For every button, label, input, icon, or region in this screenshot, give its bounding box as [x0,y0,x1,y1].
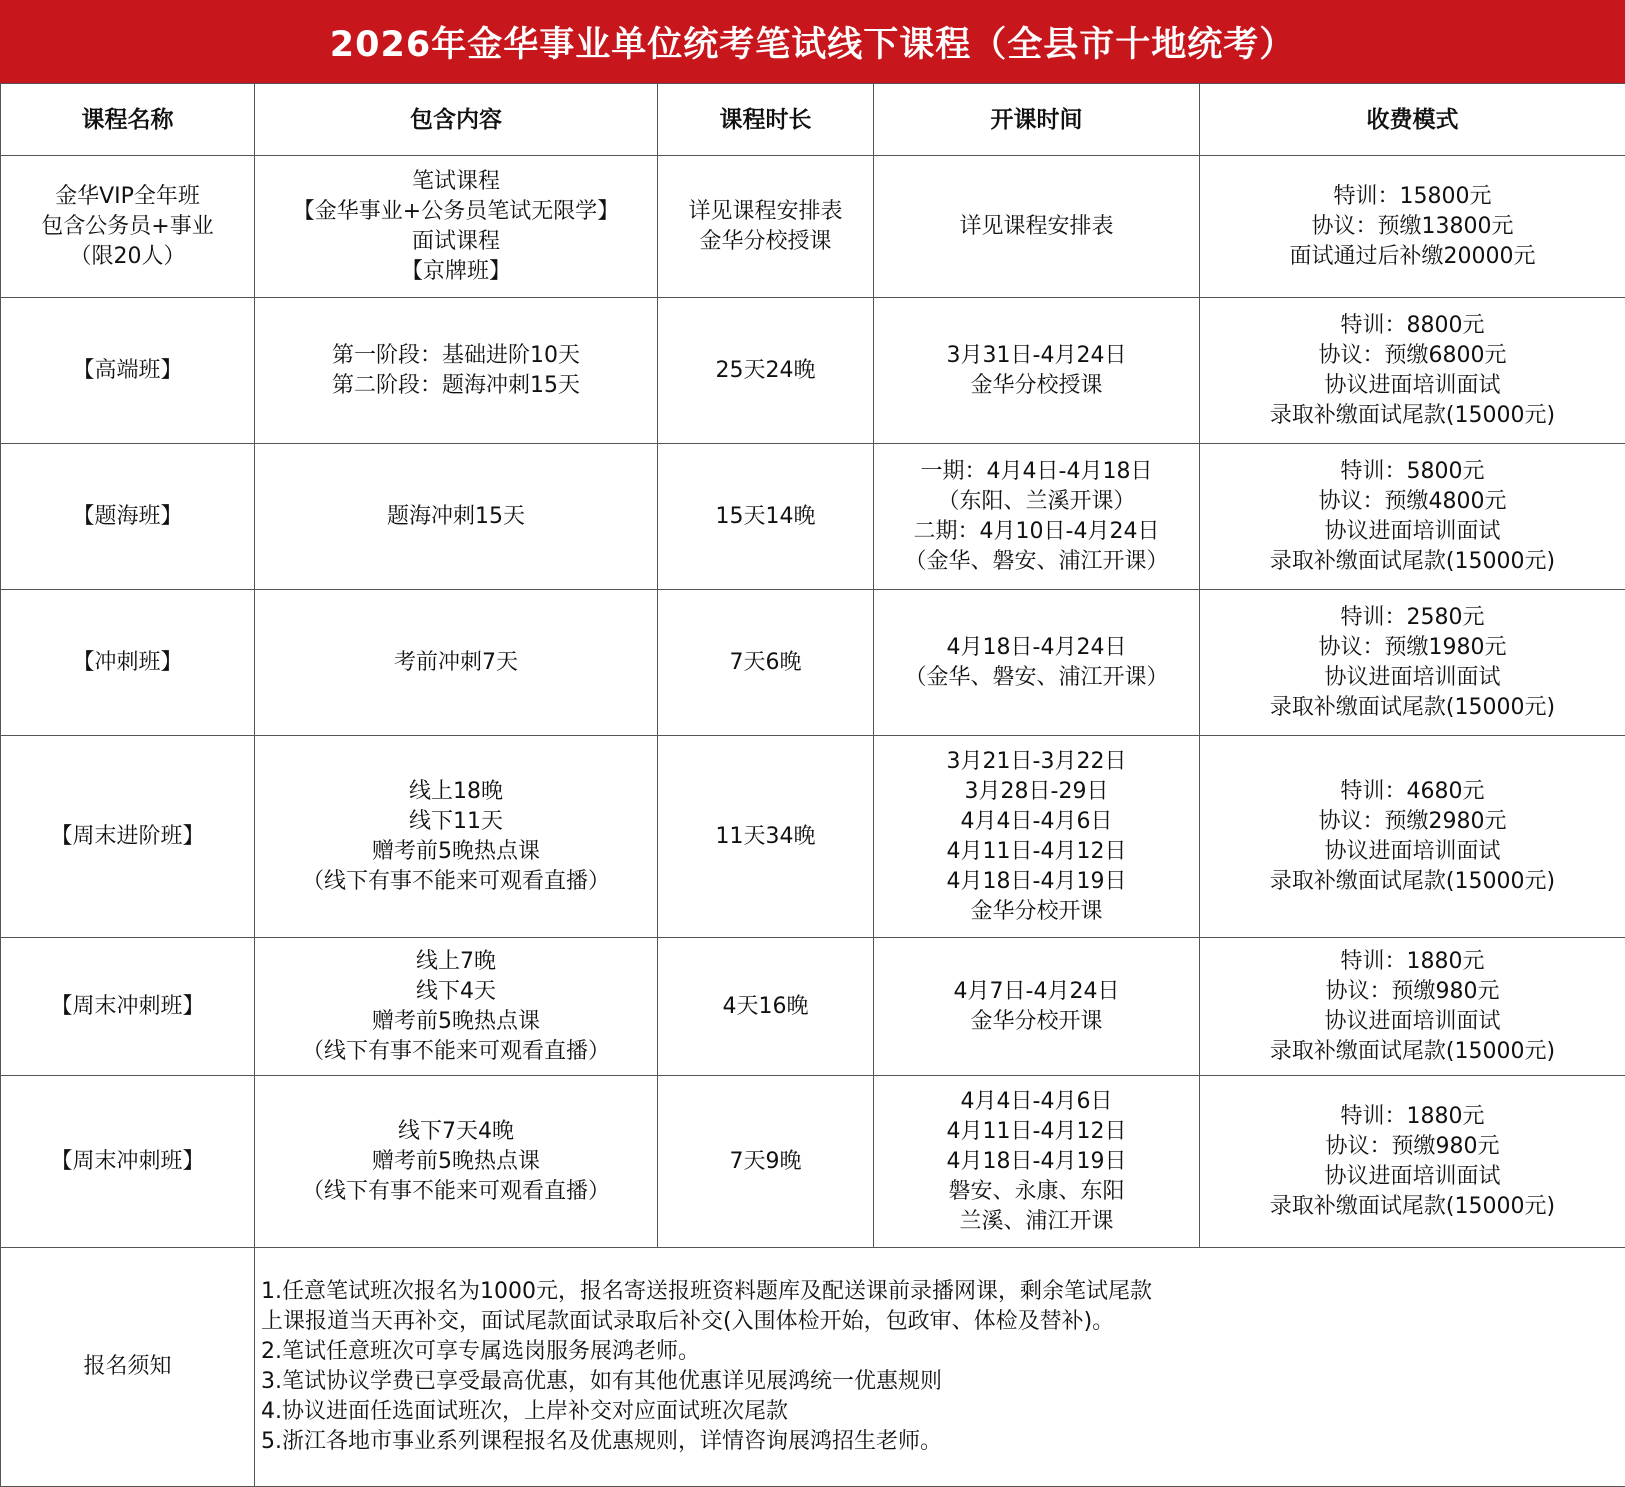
course-name-line: 包含公务员+事业 [5,212,250,242]
fee-cell [1200,736,1625,938]
duration-line: 7天9晚 [662,1147,869,1177]
fee-line: 特训：2580元 [1204,603,1621,633]
fee-line: 特训：5800元 [1204,457,1621,487]
fee-line: 协议进面培训面试 [1204,371,1621,401]
fee-line: 录取补缴面试尾款(15000元) [1204,693,1621,723]
course-name-line: 【周末冲刺班】 [5,992,250,1022]
schedule-line: 4月11日-4月12日 [878,837,1195,867]
schedule-line: 4月4日-4月6日 [878,807,1195,837]
content-line: （线下有事不能来可观看直播） [259,867,653,897]
fee-cell [1200,444,1625,590]
course-name-cell [1,736,255,938]
schedule-line: 3月28日-29日 [878,777,1195,807]
content-line: （线下有事不能来可观看直播） [259,1037,653,1067]
content-line: 考前冲刺7天 [259,648,653,678]
course-name-cell [1,444,255,590]
fee-line: 录取补缴面试尾款(15000元) [1204,867,1621,897]
schedule-line: 3月21日-3月22日 [878,747,1195,777]
duration-line: 7天6晚 [662,648,869,678]
schedule-line: 磐安、永康、东阳 [878,1177,1195,1207]
fee-line: 协议：预缴980元 [1204,977,1621,1007]
fee-line: 协议：预缴13800元 [1204,212,1621,242]
duration-cell [658,1076,874,1248]
content-line: 【京牌班】 [259,257,653,287]
schedule-cell [874,444,1200,590]
fee-line: 协议进面培训面试 [1204,517,1621,547]
table-row [1,298,1625,444]
schedule-cell [874,156,1200,298]
fee-line: 特训：1880元 [1204,947,1621,977]
notice-text [255,1248,1625,1487]
fee-line: 录取补缴面试尾款(15000元) [1204,1037,1621,1067]
fee-line: 录取补缴面试尾款(15000元) [1204,1192,1621,1222]
schedule-cell [874,938,1200,1076]
fee-line: 协议：预缴980元 [1204,1132,1621,1162]
content-line: 线下7天4晚 [259,1117,653,1147]
schedule-cell [874,298,1200,444]
course-name-line: （限20人） [5,242,250,272]
content-line: 线上7晚 [259,947,653,977]
schedule-line: 详见课程安排表 [878,212,1195,242]
schedule-cell [874,590,1200,736]
fee-line: 协议进面培训面试 [1204,837,1621,867]
content-line: 赠考前5晚热点课 [259,1147,653,1177]
fee-line: 特训：1880元 [1204,1102,1621,1132]
header-course-name: 课程名称 [1,84,255,156]
header-fee: 收费模式 [1200,84,1625,156]
table-row [1,590,1625,736]
table-header-row [1,84,1625,156]
fee-cell [1200,156,1625,298]
course-name-cell [1,298,255,444]
fee-cell [1200,298,1625,444]
page-title: 2026年金华事业单位统考笔试线下课程（全县市十地统考） [0,0,1625,83]
schedule-line: （金华、磐安、浦江开课） [878,547,1195,577]
schedule-line: 金华分校授课 [878,371,1195,401]
table-row [1,444,1625,590]
schedule-line: （东阳、兰溪开课） [878,487,1195,517]
table-row [1,156,1625,298]
schedule-cell [874,1076,1200,1248]
course-name-line: 金华VIP全年班 [5,182,250,212]
notice-line: 3.笔试协议学费已享受最高优惠，如有其他优惠详见展鸿统一优惠规则 [261,1367,1621,1397]
duration-line: 25天24晚 [662,356,869,386]
content-line: 赠考前5晚热点课 [259,837,653,867]
duration-cell [658,938,874,1076]
fee-cell [1200,1076,1625,1248]
course-name-cell [1,938,255,1076]
course-name-cell [1,156,255,298]
header-schedule: 开课时间 [874,84,1200,156]
fee-line: 协议进面培训面试 [1204,1162,1621,1192]
fee-line: 特训：8800元 [1204,311,1621,341]
content-cell [255,298,658,444]
course-table [0,83,1625,1487]
schedule-line: 金华分校开课 [878,1007,1195,1037]
notice-line: 2.笔试任意班次可享专属选岗服务展鸿老师。 [261,1337,1621,1367]
fee-line: 录取补缴面试尾款(15000元) [1204,401,1621,431]
schedule-line: 4月11日-4月12日 [878,1117,1195,1147]
schedule-line: 金华分校开课 [878,897,1195,927]
content-cell [255,736,658,938]
duration-cell [658,590,874,736]
fee-line: 面试通过后补缴20000元 [1204,242,1621,272]
fee-line: 协议：预缴6800元 [1204,341,1621,371]
fee-line: 录取补缴面试尾款(15000元) [1204,547,1621,577]
content-line: 题海冲刺15天 [259,502,653,532]
duration-cell [658,736,874,938]
content-line: 笔试课程 [259,167,653,197]
content-cell [255,1076,658,1248]
course-name-line: 【周末进阶班】 [5,822,250,852]
content-line: 第二阶段：题海冲刺15天 [259,371,653,401]
content-line: 第一阶段：基础进阶10天 [259,341,653,371]
fee-line: 协议：预缴4800元 [1204,487,1621,517]
course-name-line: 【冲刺班】 [5,648,250,678]
schedule-line: 4月18日-4月24日 [878,633,1195,663]
table-row [1,938,1625,1076]
course-name-line: 【题海班】 [5,502,250,532]
schedule-cell [874,736,1200,938]
course-name-cell [1,1076,255,1248]
schedule-line: 二期：4月10日-4月24日 [878,517,1195,547]
fee-line: 协议进面培训面试 [1204,1007,1621,1037]
notice-line: 上课报道当天再补交，面试尾款面试录取后补交(入围体检开始，包政审、体检及替补)。 [261,1307,1621,1337]
content-line: 【金华事业+公务员笔试无限学】 [259,197,653,227]
fee-line: 特训：15800元 [1204,182,1621,212]
notice-line: 1.任意笔试班次报名为1000元，报名寄送报班资料题库及配送课前录播网课，剩余笔试尾款 [261,1277,1621,1307]
content-line: 线下11天 [259,807,653,837]
schedule-line: （金华、磐安、浦江开课） [878,663,1195,693]
schedule-line: 兰溪、浦江开课 [878,1207,1195,1237]
duration-cell [658,156,874,298]
duration-cell [658,444,874,590]
content-line: 线上18晚 [259,777,653,807]
notice-line: 5.浙江各地市事业系列课程报名及优惠规则，详情咨询展鸿招生老师。 [261,1427,1621,1457]
content-cell [255,938,658,1076]
content-cell [255,156,658,298]
notice-row [1,1248,1625,1487]
duration-cell [658,298,874,444]
duration-line: 金华分校授课 [662,227,869,257]
schedule-line: 3月31日-4月24日 [878,341,1195,371]
course-name-cell [1,590,255,736]
table-row [1,1076,1625,1248]
course-name-line: 【周末冲刺班】 [5,1147,250,1177]
header-content: 包含内容 [255,84,658,156]
notice-label: 报名须知 [1,1248,255,1487]
duration-line: 4天16晚 [662,992,869,1022]
duration-line: 15天14晚 [662,502,869,532]
fee-line: 协议进面培训面试 [1204,663,1621,693]
content-line: （线下有事不能来可观看直播） [259,1177,653,1207]
fee-line: 协议：预缴2980元 [1204,807,1621,837]
content-line: 线下4天 [259,977,653,1007]
fee-cell [1200,938,1625,1076]
duration-line: 11天34晚 [662,822,869,852]
schedule-line: 一期：4月4日-4月18日 [878,457,1195,487]
schedule-line: 4月18日-4月19日 [878,1147,1195,1177]
fee-line: 特训：4680元 [1204,777,1621,807]
content-line: 面试课程 [259,227,653,257]
table-row [1,736,1625,938]
duration-line: 详见课程安排表 [662,197,869,227]
content-cell [255,444,658,590]
fee-cell [1200,590,1625,736]
header-duration: 课程时长 [658,84,874,156]
content-cell [255,590,658,736]
content-line: 赠考前5晚热点课 [259,1007,653,1037]
schedule-line: 4月4日-4月6日 [878,1087,1195,1117]
schedule-line: 4月18日-4月19日 [878,867,1195,897]
course-name-line: 【高端班】 [5,356,250,386]
fee-line: 协议：预缴1980元 [1204,633,1621,663]
notice-line: 4.协议进面任选面试班次，上岸补交对应面试班次尾款 [261,1397,1621,1427]
schedule-line: 4月7日-4月24日 [878,977,1195,1007]
